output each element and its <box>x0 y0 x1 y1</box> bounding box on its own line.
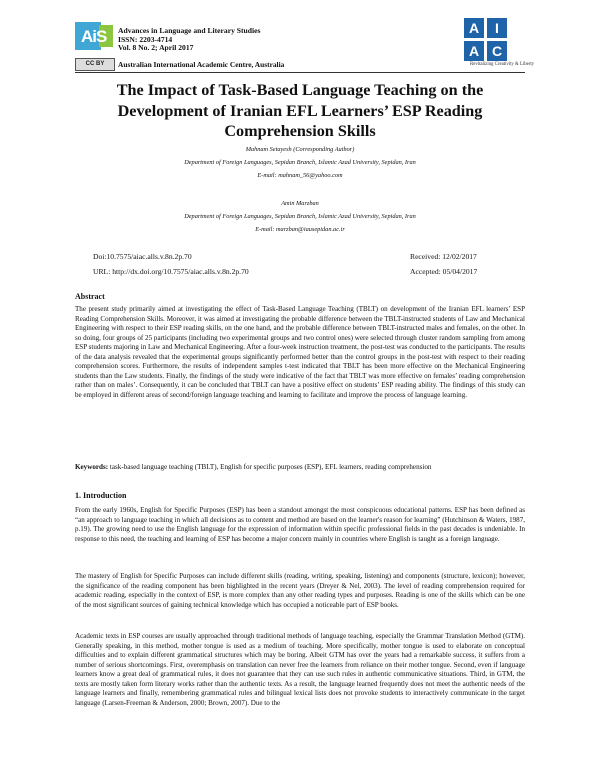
aiac-logo-a1: A <box>464 18 484 38</box>
introduction-paragraph-3: Academic texts in ESP courses are usually approached through traditional methods of language teaching, especially the Grammar Translation Method (GTM). Generally speaking, in this method, mother tongue is used as a medium of teaching. More specifically, mother tongue is used to elaborate on conceptual difficulties and to explain different grammatical structures which may be boring. Albeit GTM has over the years had a remarkable success, it suffers from a number of serious shortcomings. First, overemphasis on translation can never free the learners from reliance on their mother tongue. Second, even if language learners know a great deal of grammatical rules, it does not guarantee that they can use such rules in authentic communicative situations. Third, in GTM, the texts are mostly taken form literary works rather than the authentic texts. As a result, the language learned frequently does not meet the authentic needs of the language learners and finally, remembering grammatical rules and bilingual lexical lists does not provoke students to interactively communicate in the target language (Larsen-Freeman & Anderson, 2000; Brown, 2007). Due to the <box>75 632 525 707</box>
doi: Doi:10.7575/aiac.alls.v.8n.2p.70 <box>93 252 192 261</box>
abstract-heading: Abstract <box>75 292 105 301</box>
header-divider <box>75 72 525 73</box>
ais-logo <box>75 22 115 50</box>
keywords <box>75 463 525 473</box>
introduction-heading: 1. Introduction <box>75 491 127 500</box>
title-line-3: Comprehension Skills <box>224 122 376 140</box>
received-date: Received: 12/02/2017 <box>410 252 477 261</box>
publisher-name: Australian International Academic Centre, Australia <box>118 60 285 69</box>
title-line-1: The Impact of Task-Based Language Teaching on the <box>116 81 484 99</box>
doi-url: URL: http://dx.doi.org/10.7575/aiac.alls.v.8n.2p.70 <box>93 267 249 276</box>
journal-info <box>118 27 260 53</box>
paper-title <box>80 80 520 142</box>
author-1-name: Mahnam Setayesh (Corresponding Author) <box>245 146 355 153</box>
aiac-logo-i: I <box>487 18 507 38</box>
author-2-email: E-mail: marzban@iausepidan.ac.ir <box>255 226 345 233</box>
publisher-tagline: Revitalizing Creativity & Liberty <box>470 62 535 67</box>
aiac-logo-a2: A <box>464 41 484 61</box>
author-1-affiliation: Department of Foreign Languages, Sepidan Branch, Islamic Azad University, Sepidan, Iran <box>184 159 416 166</box>
keywords-text: task-based language teaching (TBLT), English for specific purposes (ESP), EFL learners, reading comprehension <box>109 463 432 471</box>
author-1-email: E-mail: mahnam_56@yahoo.com <box>257 172 343 179</box>
journal-name: Advances in Language and Literary Studies <box>118 26 261 35</box>
ais-logo-text: AiS <box>81 27 107 46</box>
keywords-label: Keywords: <box>75 463 109 471</box>
author-2-affiliation: Department of Foreign Languages, Sepidan Branch, Islamic Azad University, Sepidan, Iran <box>184 213 416 220</box>
title-line-2: Development of Iranian EFL Learners’ ESP Reading <box>117 101 483 120</box>
aiac-logo <box>464 18 508 62</box>
aiac-logo-c: C <box>487 41 507 61</box>
author-2-name: Amin Marzban <box>281 200 319 207</box>
introduction-paragraph-1: From the early 1960s, English for Specific Purposes (ESP) has been a standout amongst the most conspicuous educational patterns. ESP has been defined as “an approach to language teaching in which all decisions as to content and method are based on the learner's reason for learning” (Hutchinson & Waters, 1987, p.19). The growing need to use the English language for the expression of information within specific professional fields in the past decades is undeniable. In response to this need, the teaching and learning of ESP has become a major concern mainly in countries where English is taught as a foreign language. <box>75 506 525 543</box>
cc-license-badge: CC BY <box>75 58 115 71</box>
journal-issn: ISSN: 2203-4714 <box>118 34 173 44</box>
introduction-paragraph-2: The mastery of English for Specific Purposes can include different skills (reading, writing, speaking, listening) and components (structure, lexicon); however, the significance of the reading component has been highlighted in the recent years (Dreyer & Nel, 2003). The level of reading comprehension required for academic reading, especially in the context of ESP, is more complex than any other reading types and purposes. Reading is one of the skills which can be one of the most significant sources of gaining technical knowledge which has occupied a noticeable part of ESP books. <box>75 572 525 609</box>
journal-volume: Vol. 8 No. 2; April 2017 <box>118 43 194 53</box>
abstract-text: The present study primarily aimed at investigating the effect of Task-Based Language Teaching (TBLT) on development of the Iranian EFL learners’ ESP Reading Comprehension Skills. Moreover, it was aimed at investigating the probable difference between the TBLT-instructed students of Law and Mechanical Engineering with respect to their ESP reading skills, on the one hand, and the probable difference between TBLT-instructed males and females, on the other. In so doing, four groups of 25 participants (including two experimental groups and two control ones) were selected through cluster random sampling from among ESP students majoring in Law and Mechanical Engineering. After a four-week instruction treatment, the post-test was conducted to the participants. The results of the data analysis revealed that the experimental groups significantly performed better than the control groups in the post-test with respect to their reading comprehension scores. Furthermore, the results of independent samples t-test indicated that TBLT has been more effective on the Mechanical Engineering students than the Law students. Finally, the findings of the study were indicative of the fact that TBLT was more effective on females’ reading comprehension rather than on males’. Consequently, it can be concluded that TBLT can have a positive effect on students’ ESP reading ability. The findings of this study can be employed in different areas of second/foreign language teaching and learning to facilitate and improve the process of language learning. <box>75 305 525 399</box>
accepted-date: Accepted: 05/04/2017 <box>410 267 478 276</box>
